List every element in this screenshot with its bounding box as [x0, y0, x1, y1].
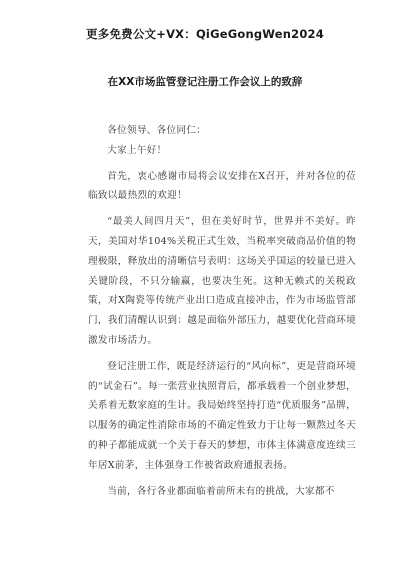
document-title: 在XX市场监管登记注册工作会议上的致辞 [107, 76, 303, 88]
header-watermark-text: 更多免费公文+VX：QiGeGongWen2024 [86, 27, 324, 41]
paragraph-thanks: 首先，衷心感谢市局将会议安排在X召开，并对各位的莅临致以最热烈的欢迎！ [88, 170, 356, 202]
greeting: 大家上午好！ [107, 144, 167, 156]
salutation: 各位领导、各位同仁： [107, 125, 207, 136]
paragraph-current: 当前，各行各业都面临着前所未有的挑战，大家都不 [107, 485, 335, 497]
paragraph-registration: 登记注册工作，既是经济运行的“风向标”，更是营商环境的“试金石”。每一张营业执照背后，都承载着一个创业梦想，关系着无数家庭的生计。我局始终坚持打造“优质服务”品牌，以服务的确定性消除市场的不确定性致力于让每一颗熬过冬天的种子都能成就一个关于春天的梦想，市体主体满意度连续三年居X前茅，主体强身工作被省政府通报表扬。 [88, 360, 356, 471]
paragraph-context: “最美人间四月天”，但在美好时节，世界并不美好。昨天，美国对华104%关税正式生效，当税率突破商品价值的物理极限，释放出的清晰信号表明：这场关乎国运的较量已进入关键阶段，不只分输赢，也要决生死。这种无赖式的关税政策，对X陶瓷等传统产业出口造成直接冲击，作为市场监管部门，我们清醒认识到：越是面临外部压力，越要优化营商环境激发市场活力。 [88, 216, 356, 346]
document-body [88, 121, 356, 501]
